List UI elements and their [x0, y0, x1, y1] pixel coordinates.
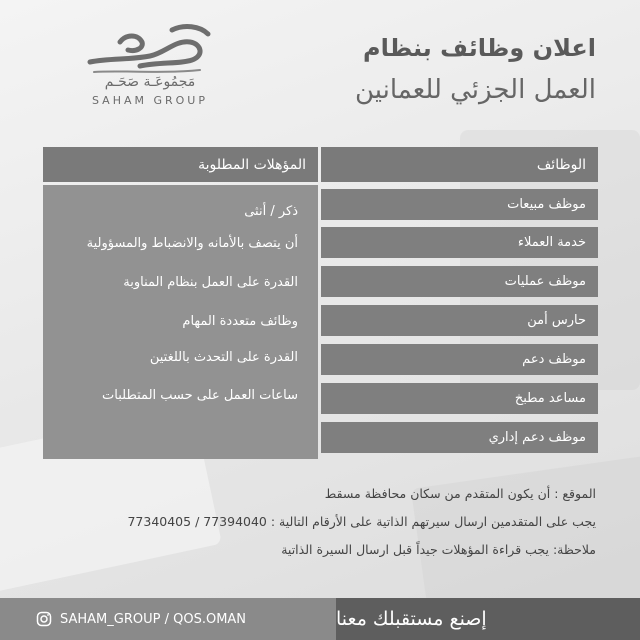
job-row: موظف عمليات — [321, 266, 598, 297]
qualifications-body — [43, 185, 318, 459]
jobs-header: الوظائف — [321, 147, 598, 182]
job-row: مساعد مطبخ — [321, 383, 598, 414]
footer-bar — [0, 598, 640, 640]
qualifications-column — [43, 147, 318, 459]
job-row: موظف دعم — [321, 344, 598, 375]
saham-logo — [70, 20, 230, 120]
announcement-title — [355, 28, 596, 112]
instagram-icon — [36, 611, 52, 627]
job-row: خدمة العملاء — [321, 227, 598, 258]
social-handle — [0, 598, 336, 640]
title-line-1: اعلان وظائف بنظام — [363, 34, 596, 62]
jobs-column — [321, 147, 598, 459]
job-row: موظف دعم إداري — [321, 422, 598, 453]
qualification-item: القدرة على التحدث باللغتين — [149, 350, 298, 365]
qualification-item: ذكر / أنثى — [244, 204, 298, 219]
location-note: الموقع : أن يكون المتقدم من سكان محافظة مسقط — [324, 486, 596, 501]
qualifications-header: المؤهلات المطلوبة — [43, 147, 318, 182]
qualification-item: القدرة على العمل بنظام المناوبة — [123, 275, 298, 290]
job-row: موظف مبيعات — [321, 189, 598, 220]
qualification-item: ساعات العمل على حسب المتطلبات — [102, 388, 298, 403]
slogan: إصنع مستقبلك معنا — [336, 598, 640, 640]
remark-note: ملاحظة: يجب قراءة المؤهلات جيداً قبل ارسال السيرة الذاتية — [281, 542, 596, 557]
qualification-item: أن يتصف بالأمانه والانضباط والمسؤولية — [86, 236, 298, 251]
saham-logo-mark-icon — [80, 20, 220, 80]
qualification-item: وظائف متعددة المهام — [182, 314, 298, 329]
title-line-2: العمل الجزئي للعمانين — [354, 75, 596, 105]
logo-english-text: SAHAM GROUP — [91, 94, 208, 107]
notes-section — [36, 480, 596, 564]
job-row: حارس أمن — [321, 305, 598, 336]
logo-arabic-text: مَجمُوعَـة صَحَـم — [104, 74, 196, 90]
apply-note: يجب على المتقدمين ارسال سيرتهم الذاتية على الأرقام التالية : 77394040 / 77340405 — [127, 514, 596, 529]
social-handle-text: SAHAM_GROUP / QOS.OMAN — [60, 611, 247, 627]
jobs-table — [43, 147, 598, 459]
